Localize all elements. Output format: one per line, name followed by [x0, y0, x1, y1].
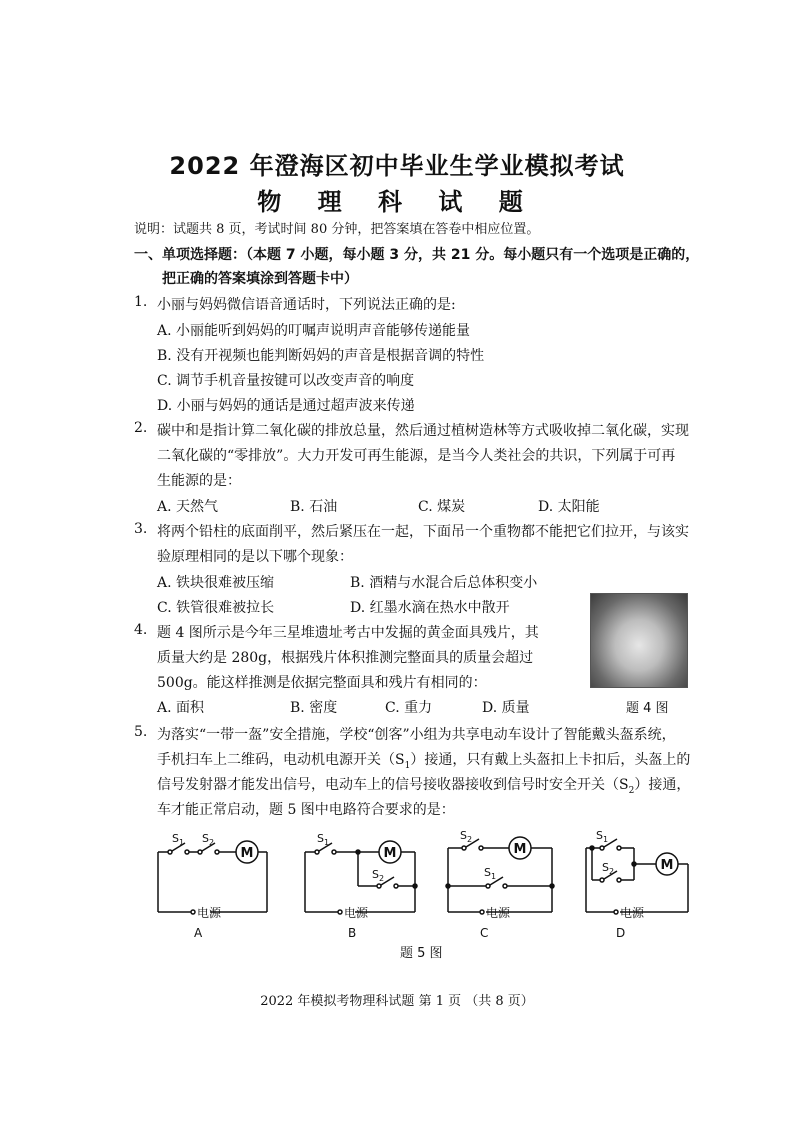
question-4-line2: 质量大约是 280g，根据残片体积推测完整面具的质量会超过	[157, 650, 534, 666]
question-1-option-d: D. 小丽与妈妈的通话是通过超声波来传递	[157, 398, 415, 414]
circuit-a-motor-label: M	[240, 846, 254, 861]
question-4-option-b: B. 密度	[290, 700, 338, 716]
question-2-line3: 生能源的是：	[157, 473, 241, 489]
page-footer: 2022 年模拟考物理科试题 第 1 页 （共 8 页）	[260, 994, 534, 1009]
question-5-line4: 车才能正常启动，题 5 图中电路符合要求的是：	[157, 802, 455, 818]
figure-4-caption: 题 4 图	[626, 701, 669, 716]
circuit-d-option-label: D	[616, 926, 626, 938]
question-4-line1: 题 4 图所示是今年三星堆遗址考古中发掘的黄金面具残片，其	[157, 625, 539, 641]
question-5-line1: 为落实“一带一盔”安全措施，学校“创客”小组为共享电动车设计了智能戴头盔系统，	[157, 727, 676, 743]
question-5-line3: 信号发射器才能发出信号，电动车上的信号接收器接收到信号时安全开关$(S_2)$接通，	[157, 777, 691, 796]
exam-title: 2022 年澄海区初中毕业生学业模拟考试	[169, 152, 625, 180]
circuit-b-motor-label: M	[383, 846, 397, 861]
circuit-c-option-label: C	[480, 926, 489, 938]
circuit-d-s2-label: $S_2$	[602, 861, 615, 876]
circuit-b-option-label: B	[348, 926, 357, 938]
circuit-diagram-c	[440, 828, 565, 938]
question-5-line2: 手机扫车上二维码，电动机电源开关$(S_1)$接通，只有戴上头盔扣上卡扣后，头盔上的	[157, 752, 691, 771]
question-2-option-d: D. 太阳能	[538, 499, 600, 515]
question-4-line3: 500g。能这样推测是依据完整面具和残片有相同的：	[157, 675, 487, 691]
circuit-d-s1-label: $S_1$	[596, 829, 609, 844]
circuit-c-source-label: 电源	[486, 906, 511, 920]
circuit-a-option-label: A	[194, 926, 203, 938]
circuit-diagram-b	[300, 828, 425, 938]
circuit-d-source-label: 电源	[620, 906, 645, 920]
circuit-c-motor-label: M	[513, 842, 527, 857]
question-3-number: 3.	[134, 521, 148, 537]
figure-5-caption: 题 5 图	[400, 946, 443, 961]
question-2-option-c: C. 煤炭	[418, 499, 466, 515]
question-1-stem: 小丽与妈妈微信语音通话时，下列说法正确的是:	[157, 297, 456, 313]
question-1-option-b: B. 没有开视频也能判断妈妈的声音是根据音调的特性	[157, 348, 485, 364]
question-3-option-a: A. 铁块很难被压缩	[157, 575, 275, 591]
circuit-d-motor-label: M	[660, 858, 674, 873]
question-4-option-c: C. 重力	[385, 700, 433, 716]
circuit-c-s2-label: $S_2$	[460, 829, 473, 844]
question-3-option-c: C. 铁管很难被拉长	[157, 600, 275, 616]
gold-mask-fragment-photo	[590, 593, 688, 688]
circuit-a-s1-label: $S_1$	[172, 832, 185, 847]
circuit-b-s1-label: $S_1$	[317, 832, 330, 847]
question-4-number: 4.	[134, 622, 148, 638]
instructions-note: 说明：试题共 8 页，考试时间 80 分钟，把答案填在答卷中相应位置。	[134, 222, 540, 237]
circuit-b-s2-label: $S_2$	[372, 868, 385, 883]
question-3-line1: 将两个铅柱的底面削平，然后紧压在一起，下面吊一个重物都不能把它们拉开，与该实	[157, 524, 689, 540]
question-2-option-a: A. 天然气	[157, 499, 219, 515]
question-4-option-a: A. 面积	[157, 700, 205, 716]
circuit-diagram-a	[150, 828, 275, 938]
question-1-number: 1.	[134, 294, 148, 310]
question-3-line2: 验原理相同的是以下哪个现象：	[157, 549, 353, 565]
question-4-option-d: D. 质量	[482, 700, 530, 716]
question-2-option-b: B. 石油	[290, 499, 338, 515]
circuit-b-source-label: 电源	[344, 906, 369, 920]
question-2-number: 2.	[134, 420, 148, 436]
question-2-line1: 碳中和是指计算二氧化碳的排放总量，然后通过植树造林等方式吸收掉二氧化碳，实现	[157, 423, 689, 439]
question-3-option-d: D. 红墨水滴在热水中散开	[350, 600, 510, 616]
question-1-option-a: A. 小丽能听到妈妈的叮嘱声说明声音能够传递能量	[157, 323, 471, 339]
question-3-option-b: B. 酒精与水混合后总体积变小	[350, 575, 538, 591]
section-heading-line1: 一、单项选择题：（本题 7 小题，每小题 3 分，共 21 分。每小题只有一个选项是正确的，	[134, 247, 700, 263]
circuit-a-s2-label: $S_2$	[202, 832, 215, 847]
question-1-option-c: C. 调节手机音量按键可以改变声音的响度	[157, 373, 415, 389]
circuit-diagram-d	[578, 828, 703, 938]
subject-title: 物 理 科 试 题	[257, 188, 537, 216]
section-heading-line2: 把正确的答案填涂到答题卡中）	[162, 271, 358, 287]
question-2-line2: 二氧化碳的“零排放”。大力开发可再生能源，是当今人类社会的共识，下列属于可再	[157, 448, 676, 464]
question-5-number: 5.	[134, 724, 148, 740]
circuit-a-source-label: 电源	[197, 906, 222, 920]
circuit-c-s1-label: $S_1$	[484, 866, 497, 881]
